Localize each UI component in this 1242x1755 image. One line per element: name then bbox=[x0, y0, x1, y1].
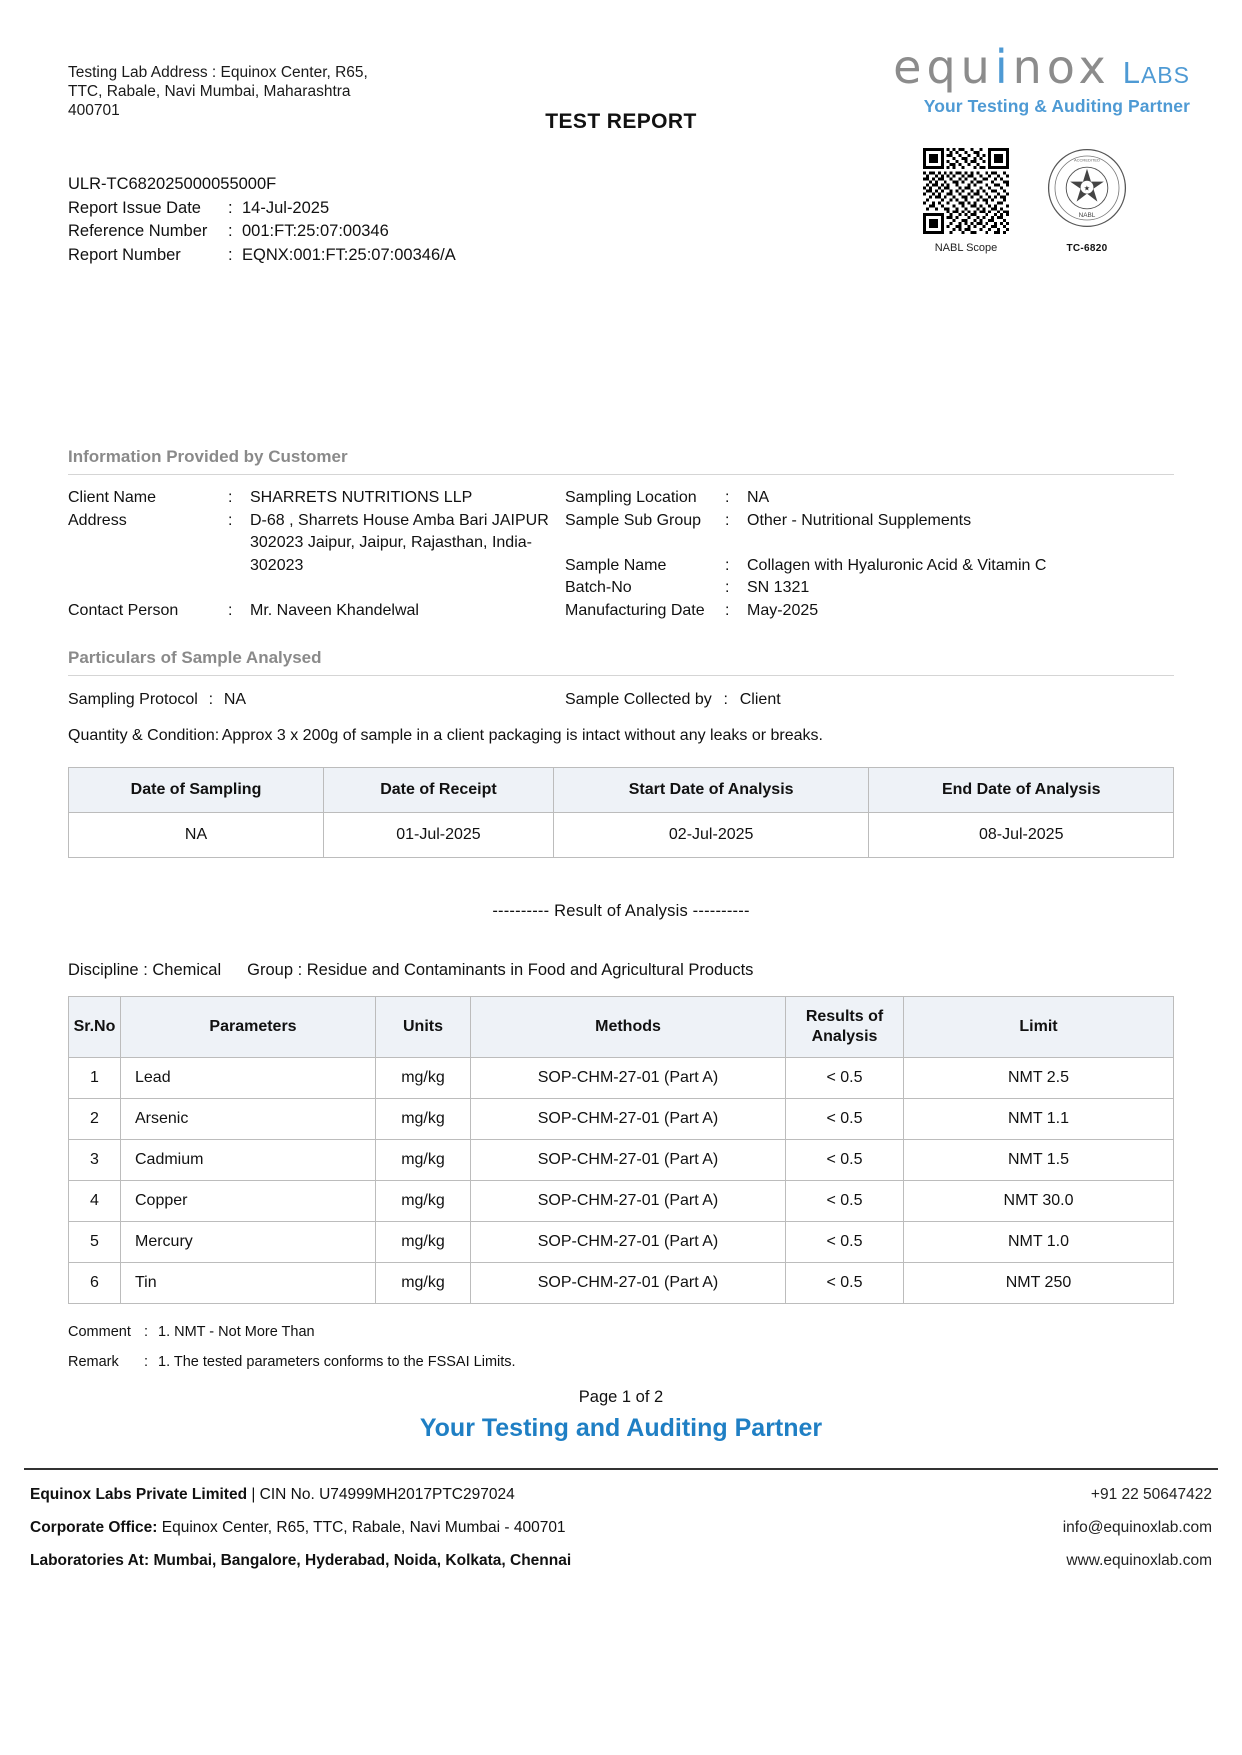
client-name-value: SHARRETS NUTRITIONS LLP bbox=[250, 489, 473, 506]
row-srno: 1 bbox=[69, 1058, 121, 1099]
date-of-receipt-value: 01-Jul-2025 bbox=[324, 813, 554, 858]
comment-row: Comment : 1. NMT - Not More Than bbox=[68, 1324, 1174, 1340]
table-row bbox=[69, 1263, 1174, 1304]
customer-information-section bbox=[68, 447, 1174, 622]
address-value: D-68 , Sharrets House Amba Bari JAIPUR 302023 Jaipur, Jaipur, Rajasthan, India-302023 bbox=[250, 511, 549, 574]
row-result: < 0.5 bbox=[786, 1263, 904, 1304]
row-srno: 4 bbox=[69, 1181, 121, 1222]
row-parameter: Arsenic bbox=[121, 1099, 376, 1140]
row-result: < 0.5 bbox=[786, 1140, 904, 1181]
accreditation-marks bbox=[923, 148, 1127, 254]
company-cin: | CIN No. U74999MH2017PTC297024 bbox=[247, 1486, 515, 1503]
manufacturing-date-value: May-2025 bbox=[747, 601, 819, 619]
report-issue-date-value: 14-Jul-2025 bbox=[242, 198, 330, 217]
contact-person-row: Contact Person : Mr. Naveen Khandelwal bbox=[68, 600, 565, 623]
report-issue-date-row: Report Issue Date : 14-Jul-2025 bbox=[68, 197, 456, 221]
row-srno: 6 bbox=[69, 1263, 121, 1304]
reference-number-value: 001:FT:25:07:00346 bbox=[242, 222, 389, 240]
footer-block bbox=[30, 1478, 1212, 1577]
start-date-header: Start Date of Analysis bbox=[553, 768, 869, 813]
footer-divider bbox=[24, 1468, 1218, 1470]
row-limit: NMT 250 bbox=[904, 1263, 1174, 1304]
quantity-condition-value: Approx 3 x 200g of sample in a client packaging is intact without any leaks or breaks. bbox=[221, 727, 823, 744]
report-number-label: Report Number bbox=[68, 245, 181, 264]
row-method: SOP-CHM-27-01 (Part A) bbox=[471, 1099, 786, 1140]
laboratories-line bbox=[30, 1544, 571, 1577]
reference-number-row: Reference Number : 001:FT:25:07:00346 bbox=[68, 220, 456, 244]
analysis-dates-table bbox=[68, 767, 1174, 858]
corporate-office-line bbox=[30, 1511, 566, 1544]
particulars-grid bbox=[68, 688, 1174, 711]
row-result: < 0.5 bbox=[786, 1099, 904, 1140]
particulars-section bbox=[68, 648, 1174, 1370]
row-result: < 0.5 bbox=[786, 1058, 904, 1099]
sampling-location-value: NA bbox=[747, 489, 770, 506]
corporate-office-address: Equinox Center, R65, TTC, Rabale, Navi Mumbai - 400701 bbox=[157, 1519, 566, 1536]
row-units: mg/kg bbox=[376, 1222, 471, 1263]
equinox-logo bbox=[890, 40, 1190, 117]
qr-caption: NABL Scope bbox=[934, 242, 998, 254]
analysis-dates-value-row bbox=[69, 813, 1174, 858]
footer-tagline: Your Testing and Auditing Partner bbox=[419, 1414, 823, 1442]
logo-labs-text: LABS bbox=[1122, 55, 1190, 90]
customer-section-title: Information Provided by Customer bbox=[68, 447, 1174, 475]
contact-person-value: Mr. Naveen Khandelwal bbox=[250, 601, 419, 619]
company-name-line bbox=[30, 1478, 515, 1511]
comment-label: Comment bbox=[68, 1324, 131, 1340]
footer-office-row bbox=[30, 1511, 1212, 1544]
results-table bbox=[68, 996, 1174, 1304]
row-method: SOP-CHM-27-01 (Part A) bbox=[471, 1058, 786, 1099]
corporate-office-label: Corporate Office: bbox=[30, 1519, 158, 1536]
results-header-units: Units bbox=[376, 997, 471, 1058]
nabl-seal-block bbox=[1047, 148, 1127, 254]
group-text: Group : Residue and Contaminants in Food and Agricultural Products bbox=[247, 961, 754, 979]
manufacturing-date-row: Manufacturing Date : May-2025 bbox=[565, 600, 1174, 623]
results-header-limit: Limit bbox=[904, 997, 1174, 1058]
customer-info-left-column bbox=[68, 487, 565, 622]
sample-sub-group-value: Other - Nutritional Supplements bbox=[747, 511, 972, 529]
results-header-methods: Methods bbox=[471, 997, 786, 1058]
manufacturing-date-label: Manufacturing Date bbox=[565, 601, 705, 619]
row-limit: NMT 1.0 bbox=[904, 1222, 1174, 1263]
row-method: SOP-CHM-27-01 (Part A) bbox=[471, 1222, 786, 1263]
particulars-section-title: Particulars of Sample Analysed bbox=[68, 648, 1174, 676]
svg-text:★: ★ bbox=[1083, 183, 1091, 193]
row-parameter: Copper bbox=[121, 1181, 376, 1222]
logo-tagline: Your Testing & Auditing Partner bbox=[923, 96, 1190, 116]
lab-address: Testing Lab Address : Equinox Center, R65, TTC, Rabale, Navi Mumbai, Maharashtra 400701 bbox=[68, 64, 368, 119]
reference-number-label: Reference Number bbox=[68, 222, 208, 240]
footer-email[interactable]: info@equinoxlab.com bbox=[1062, 1519, 1212, 1536]
qr-code-block bbox=[923, 148, 1009, 254]
company-name: Equinox Labs Private Limited bbox=[30, 1486, 248, 1503]
sample-collected-by-value: Client bbox=[739, 691, 781, 708]
row-limit: NMT 1.1 bbox=[904, 1099, 1174, 1140]
batch-no-row: Batch-No : SN 1321 bbox=[565, 577, 1174, 600]
remark-value: 1. The tested parameters conforms to the FSSAI Limits. bbox=[158, 1354, 516, 1370]
row-units: mg/kg bbox=[376, 1181, 471, 1222]
row-limit: NMT 30.0 bbox=[904, 1181, 1174, 1222]
footer-labs-row bbox=[30, 1544, 1212, 1577]
footer-website[interactable]: www.equinoxlab.com bbox=[1066, 1552, 1212, 1569]
row-parameter: Mercury bbox=[121, 1222, 376, 1263]
quantity-condition-row: Quantity & Condition : Approx 3 x 200g of sample in a client packaging is intact without any leaks or breaks. bbox=[68, 727, 1174, 745]
results-header-parameters: Parameters bbox=[121, 997, 376, 1058]
row-limit: NMT 1.5 bbox=[904, 1140, 1174, 1181]
qr-code-icon[interactable] bbox=[923, 148, 1009, 234]
remark-label: Remark bbox=[68, 1354, 119, 1370]
end-date-value: 08-Jul-2025 bbox=[869, 813, 1174, 858]
results-header-results: Results of Analysis bbox=[786, 997, 904, 1058]
footer-phone[interactable]: +91 22 50647422 bbox=[1090, 1486, 1212, 1503]
sample-sub-group-label: Sample Sub Group bbox=[565, 511, 702, 529]
sample-name-label: Sample Name bbox=[565, 556, 667, 574]
row-method: SOP-CHM-27-01 (Part A) bbox=[471, 1140, 786, 1181]
address-row: Address : D-68 , Sharrets House Amba Bari JAIPUR 302023 Jaipur, Jaipur, Rajasthan, India-302023 bbox=[68, 510, 565, 578]
contact-person-label: Contact Person bbox=[68, 601, 179, 619]
row-srno: 5 bbox=[69, 1222, 121, 1263]
row-limit: NMT 2.5 bbox=[904, 1058, 1174, 1099]
report-issue-date-label: Report Issue Date bbox=[68, 198, 201, 217]
quantity-condition-label: Quantity & Condition bbox=[68, 727, 215, 744]
svg-text:NABL: NABL bbox=[1078, 211, 1096, 219]
footer-company-row bbox=[30, 1478, 1212, 1511]
batch-no-value: SN 1321 bbox=[747, 579, 810, 596]
results-header-row bbox=[69, 997, 1174, 1058]
result-of-analysis-banner: ---------- Result of Analysis ---------- bbox=[492, 902, 750, 920]
date-of-sampling-value: NA bbox=[69, 813, 324, 858]
client-name-label: Client Name bbox=[68, 489, 157, 506]
table-row bbox=[69, 1058, 1174, 1099]
row-units: mg/kg bbox=[376, 1263, 471, 1304]
report-number-row: Report Number : EQNX:001:FT:25:07:00346/A bbox=[68, 244, 456, 268]
nabl-certificate-number: TC-6820 bbox=[1066, 243, 1108, 254]
row-parameter: Lead bbox=[121, 1058, 376, 1099]
row-parameter: Tin bbox=[121, 1263, 376, 1304]
sample-name-row: Sample Name : Collagen with Hyaluronic Acid & Vitamin C bbox=[565, 555, 1174, 578]
nabl-accreditation-seal-icon bbox=[1047, 148, 1127, 228]
row-result: < 0.5 bbox=[786, 1222, 904, 1263]
row-srno: 2 bbox=[69, 1099, 121, 1140]
table-row bbox=[69, 1181, 1174, 1222]
results-header-srno: Sr.No bbox=[69, 997, 121, 1058]
row-method: SOP-CHM-27-01 (Part A) bbox=[471, 1181, 786, 1222]
row-units: mg/kg bbox=[376, 1140, 471, 1181]
svg-text:ACCREDITED: ACCREDITED bbox=[1073, 157, 1101, 163]
discipline-text: Discipline : Chemical bbox=[68, 961, 222, 979]
analysis-dates-header-row bbox=[69, 768, 1174, 813]
address-label: Address bbox=[68, 511, 127, 529]
start-date-value: 02-Jul-2025 bbox=[553, 813, 869, 858]
page-number: Page 1 of 2 bbox=[578, 1388, 664, 1406]
row-units: mg/kg bbox=[376, 1058, 471, 1099]
date-of-sampling-header: Date of Sampling bbox=[69, 768, 324, 813]
sample-sub-group-row: Sample Sub Group : Other - Nutritional Supplements bbox=[565, 510, 1174, 533]
page-title: TEST REPORT bbox=[545, 110, 697, 133]
row-srno: 3 bbox=[69, 1140, 121, 1181]
customer-info-right-column bbox=[565, 487, 1174, 622]
sample-collected-by-row: Sample Collected by : Client bbox=[565, 688, 1174, 711]
row-parameter: Cadmium bbox=[121, 1140, 376, 1181]
table-row bbox=[69, 1099, 1174, 1140]
table-row bbox=[69, 1222, 1174, 1263]
report-identification bbox=[68, 173, 456, 267]
batch-no-label: Batch-No bbox=[565, 579, 632, 596]
discipline-group-line bbox=[68, 961, 1174, 980]
comment-value: 1. NMT - Not More Than bbox=[158, 1324, 315, 1340]
row-result: < 0.5 bbox=[786, 1181, 904, 1222]
ulr-number: ULR-TC682025000055000F bbox=[68, 175, 277, 193]
table-row bbox=[69, 1140, 1174, 1181]
sample-name-value: Collagen with Hyaluronic Acid & Vitamin C bbox=[747, 556, 1047, 574]
logo-wordmark: equinox bbox=[893, 40, 1111, 94]
sampling-location-row: Sampling Location : NA bbox=[565, 487, 1174, 510]
sample-collected-by-label: Sample Collected by bbox=[565, 691, 712, 708]
report-number-value: EQNX:001:FT:25:07:00346/A bbox=[242, 245, 456, 264]
sampling-location-label: Sampling Location bbox=[565, 489, 697, 506]
sampling-protocol-value: NA bbox=[223, 691, 247, 708]
row-method: SOP-CHM-27-01 (Part A) bbox=[471, 1263, 786, 1304]
sampling-protocol-label: Sampling Protocol bbox=[68, 691, 198, 708]
row-units: mg/kg bbox=[376, 1099, 471, 1140]
laboratories-locations: Laboratories At: Mumbai, Bangalore, Hyderabad, Noida, Kolkata, Chennai bbox=[30, 1552, 572, 1569]
customer-info-grid bbox=[68, 487, 1174, 622]
date-of-receipt-header: Date of Receipt bbox=[324, 768, 554, 813]
end-date-header: End Date of Analysis bbox=[869, 768, 1174, 813]
remark-row: Remark : 1. The tested parameters conforms to the FSSAI Limits. bbox=[68, 1354, 1174, 1370]
client-name-row: Client Name : SHARRETS NUTRITIONS LLP bbox=[68, 487, 565, 510]
sampling-protocol-row: Sampling Protocol : NA bbox=[68, 688, 565, 711]
